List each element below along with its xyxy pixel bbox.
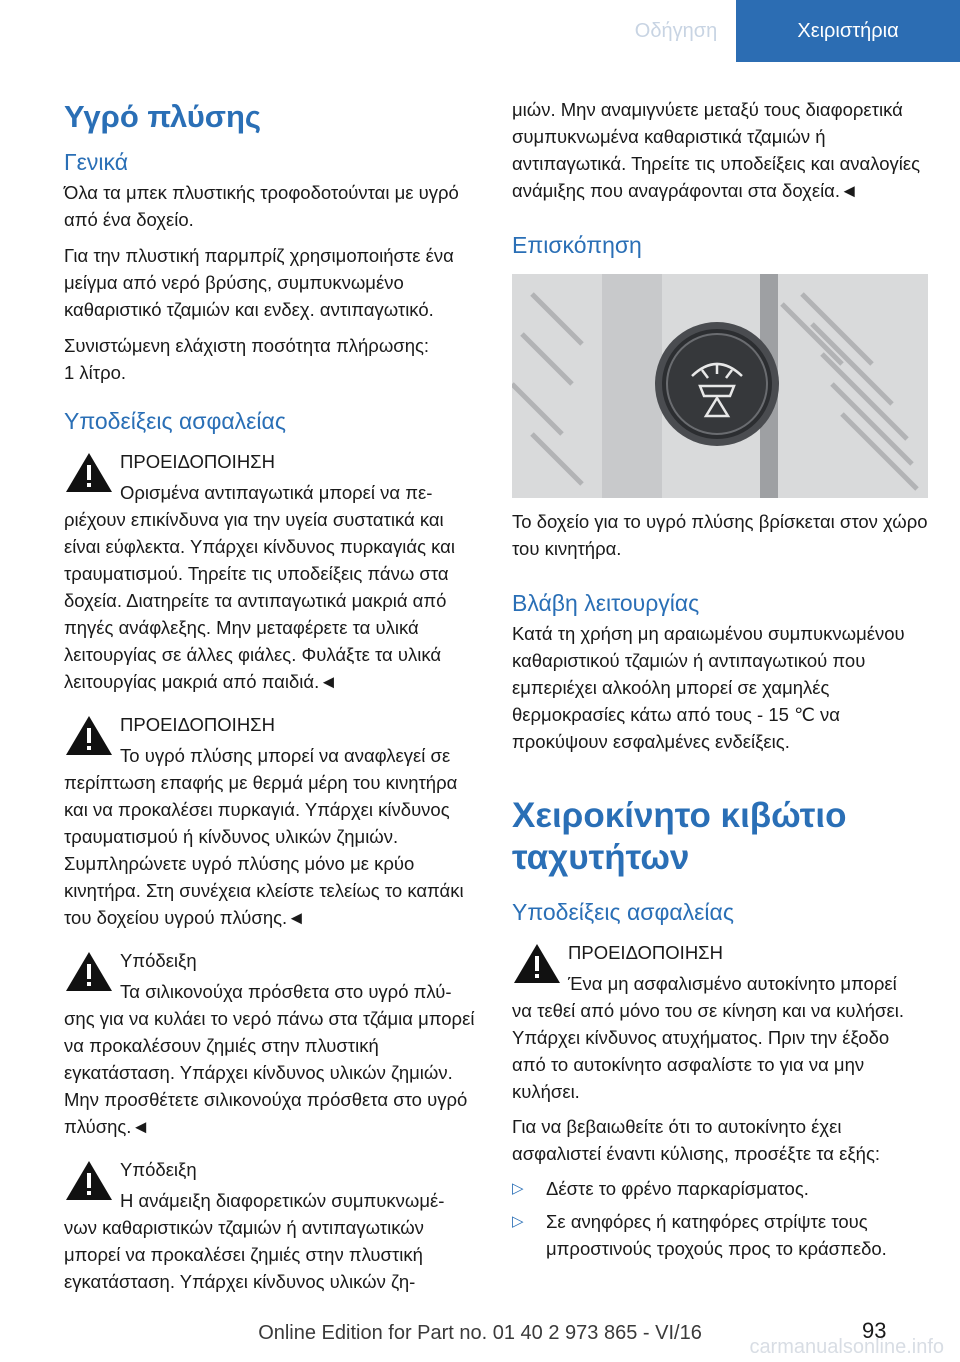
warning-triangle-icon [64, 450, 114, 494]
heading-safety: Υποδείξεις ασφαλείας [64, 408, 286, 434]
heading-general: Γενικά [64, 149, 129, 175]
heading-overview: Επισκόπηση [512, 232, 642, 258]
left-column [64, 92, 480, 1295]
note-title: Υπόδειξη [120, 950, 197, 971]
warning-block [512, 939, 928, 997]
note-text: σης για να κυλάει το νερό πάνω στα τζάμια μπορεί να προκαλέσουν ζημιές στην πλυστική εγκατάσταση. Υπάρχει κίνδυνος υλικών ζημιών. Μην προσθέτετε σιλικονούχα πρόσθετα στο υγρό πλύσης.◄ [64, 1008, 475, 1137]
list-item-text: Σε ανηφόρες ή κατηφόρες στρίψτε τους μπροστινούς τροχούς προς το κράσπεδο. [546, 1211, 887, 1259]
paragraph-continued: μιών. Μην αναμιγνύετε μεταξύ τους διαφορετικά συμπυκνωμένα καθαριστικά τζαμιών ή αντιπαγωτικά. Τηρείτε τις υποδείξεις και αναλογίες ανάμιξης που αναγράφονται στα δοχεία.◄ [512, 99, 921, 201]
paragraph: Κατά τη χρήση μη αραιωμένου συμπυκνωμένου καθαριστικού τζαμιών ή αντιπαγωτικού που εμπεριέχει αλκοόλη μπορεί σε χαμηλές θερμοκρασίες κάτω από τους - 15 ℃ να προκύψουν εσφαλμένες ενδείξεις. [512, 623, 905, 752]
warning-title: ΠΡΟΕΙΔΟΠΟΙΗΣΗ [568, 942, 723, 963]
note-block [64, 947, 480, 1005]
page-number: 93 [862, 1318, 887, 1343]
paragraph: 1 λίτρο. [64, 362, 127, 383]
bullet-triangle-icon: ▷ [512, 1213, 524, 1230]
warning-text: περίπτωση επαφής με θερμά μέρη του κινητήρα και να προκαλέσει πυρκαγιά. Υπάρχει κίνδυνος τραυματισμού ή κίνδυνος υλικών ζημιών. Συμπληρώνετε υγρό πλύσης μόνο με κρύο κινητήρα. Στη συνέχεια κλείστε τελείως το καπάκι του δοχείου υγρού πλύσης.◄ [64, 772, 464, 928]
note-block [64, 1156, 480, 1214]
header-tabs [616, 0, 960, 62]
note-text-first: Τα σιλικονούχα πρόσθετα στο υγρό πλύ- [120, 981, 452, 1002]
watermark: carmanualsonline.info [749, 1336, 944, 1358]
tab-controls[interactable]: Χειριστήρια [736, 0, 960, 62]
section-title-washer-fluid: Υγρό πλύσης [64, 99, 262, 134]
list-item [512, 1208, 928, 1262]
warning-text-first: Ορισμένα αντιπαγωτικά μπορεί να πε- [120, 482, 433, 503]
warning-triangle-icon [64, 713, 114, 757]
bullet-triangle-icon: ▷ [512, 1180, 524, 1197]
paragraph: Όλα τα μπεκ πλυστικής τροφοδοτούνται με υγρό από ένα δοχείο. [64, 182, 459, 230]
warning-title: ΠΡΟΕΙΔΟΠΟΙΗΣΗ [120, 451, 275, 472]
note-text-first: Η ανάμειξη διαφορετικών συμπυκνωμέ- [120, 1190, 445, 1211]
paragraph: Για την πλυστική παρμπρίζ χρησιμοποιήστε ένα μείγμα από νερό βρύσης, συμπυκνωμένο καθαριστικό τζαμιών και ενδεχ. αντιπαγωτικό. [64, 245, 454, 320]
paragraph: Συνιστώμενη ελάχιστη ποσότητα πλήρωσης: [64, 335, 430, 356]
warning-block [64, 711, 480, 769]
warning-text: να τεθεί από μόνο του σε κίνηση και να κυλήσει. Υπάρχει κίνδυνος ατυχήματος. Πριν την έξοδο από το αυτοκίνητο ασφαλίστε το για να μην κυλήσει. [512, 1000, 904, 1102]
washer-reservoir-photo [512, 274, 928, 498]
list-item [512, 1175, 928, 1202]
warning-block [64, 448, 480, 506]
warning-text-first: Ένα μη ασφαλισμένο αυτοκίνητο μπορεί [568, 973, 897, 994]
list-item-text: Δέστε το φρένο παρκαρίσματος. [546, 1178, 809, 1199]
warning-title: ΠΡΟΕΙΔΟΠΟΙΗΣΗ [120, 714, 275, 735]
right-column [512, 96, 928, 1262]
note-title: Υπόδειξη [120, 1159, 197, 1180]
warning-triangle-icon [64, 949, 114, 993]
note-text: νων καθαριστικών τζαμιών ή αντιπαγωτικών μπορεί να προκαλέσει ζημιές στην πλυστική εγκατάσταση. Υπάρχει κίνδυνος υλικών ζη- [64, 1217, 424, 1292]
heading-malfunction: Βλάβη λειτουργίας [512, 590, 700, 616]
heading-safety: Υποδείξεις ασφαλείας [512, 899, 734, 925]
warning-triangle-icon [512, 941, 562, 985]
warning-text: ριέχουν επικίνδυνα για την υγεία συστατικά και είναι εύφλεκτα. Υπάρχει κίνδυνος πυρκαγιάς και τραυματισμού. Τηρείτε τις υποδείξεις πάνω στα δοχεία. Διατηρείτε τα αντιπαγωτικά μακριά από πηγές ανάφλεξης. Μην μεταφέρετε τα υλικά λειτουργίας σε άλλες φιάλες. Φυλάξτε τα υλικά λειτουργίας μακριά από παιδιά.◄ [64, 509, 455, 692]
section-title-manual-transmission: Χειροκίνητο κιβώτιο [512, 796, 847, 835]
warning-text-first: Το υγρό πλύσης μπορεί να αναφλεγεί σε [120, 745, 451, 766]
warning-triangle-icon [64, 1158, 114, 1202]
photo-caption: Το δοχείο για το υγρό πλύσης βρίσκεται στον χώρο του κινητήρα. [512, 511, 928, 559]
edition-footer: Online Edition for Part no. 01 40 2 973 865 - VI/16 [258, 1322, 702, 1344]
tab-driving[interactable]: Οδήγηση [616, 0, 736, 62]
paragraph: Για να βεβαιωθείτε ότι το αυτοκίνητο έχει ασφαλιστεί έναντι κύλισης, προσέξτε τα εξής: [512, 1116, 880, 1164]
section-title-manual-transmission-line2: ταχυτήτων [512, 838, 690, 877]
